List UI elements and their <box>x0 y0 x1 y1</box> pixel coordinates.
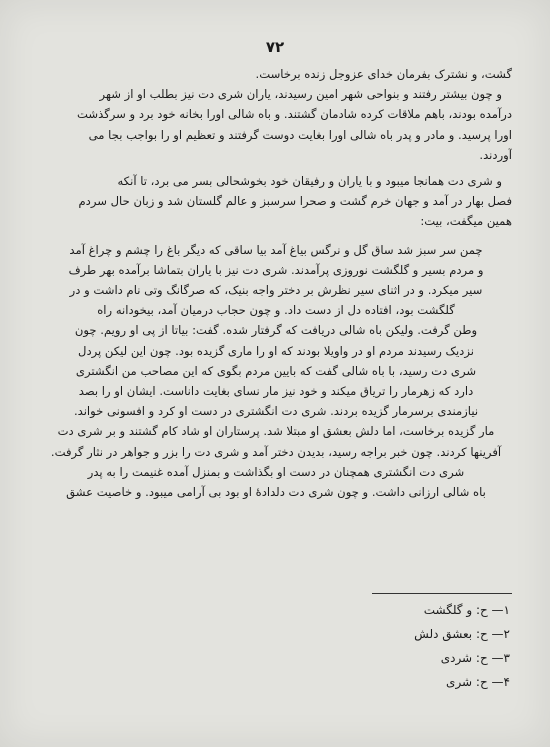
text-line: دارد که زهرمار را تریاق میکند و خود نیز مار نسای بغایت داناست. ایشان او را بصد <box>78 384 474 399</box>
text-line: و مردم بسیر و گلگشت نوروزی پرآمدند. شری دت نیز با یاران بتماشا برآمده بهر طرف <box>68 262 484 277</box>
text-line: گشت، و نشترک بفرمان خدای عزوجل زنده برخاست. <box>255 67 512 81</box>
text-line: گلگشت بود، افتاده دل از دست داد. و چون حجاب درمیان آمد، بیخودانه راه <box>97 303 455 318</box>
paragraph-1 <box>40 64 512 165</box>
text-line: باه شالی ارزانی داشت. و چون شری دت دلدادهٔ او بود بی آرامی میبود. و خاصیت عشق <box>66 485 486 500</box>
text-line: نزدیک رسیدند مردم او در واویلا بودند که او را ماری گزیده بود. چون این لیکن پردل <box>78 343 474 358</box>
paragraph-2 <box>40 171 512 232</box>
text-line: وطن گرفت. ولیکن باه شالی دریافت که گرفتار شده. گفت: بیاتا از پی او رویم. چون <box>74 323 478 338</box>
text-line: و چون بیشتر رفتند و بنواحی شهر امین رسیدند، یاران شری دت نیز بطلب او از شهر <box>99 87 502 102</box>
text-line: و شری دت همانجا میبود و با یاران و رفیقان خود بخوشحالی بسر می برد، تا آنکه <box>117 174 502 189</box>
footnotes <box>310 598 510 694</box>
footnote-3: ۳— ح: شردی <box>440 651 510 665</box>
paragraph-3 <box>40 240 512 503</box>
body-text <box>40 64 512 502</box>
footnote-divider <box>372 593 512 594</box>
text-line: آوردند. <box>479 147 512 162</box>
text-line: فصل بهار در آمد و جهان خرم گشت و صحرا سرسبز و عالم گلستان شد و زبان حال سردم <box>78 194 512 209</box>
text-line: شری دت رسید، با باه شالی گفت که بایین مردم بگوی که این مصاحب من انگشتری <box>75 363 477 378</box>
text-line: شری دت انگشتری همچنان در دست او بگذاشت و بمنزل آمده غنیمت را به پدر <box>87 464 465 479</box>
text-line: سیر میکرد. و در اثنای سیر نظرش بر دختر واجه بنیک، که صرگانگ وتی نام داشت و در <box>69 283 483 298</box>
text-line: همین میگفت، بیت: <box>420 214 512 229</box>
footnote-4: ۴— ح: شری <box>446 675 510 689</box>
text-line: اورا پرسید. و مادر و پدر باه شالی اورا بغایت دوست گرفتند و تعظیم او را بواجب بجا می <box>88 127 512 142</box>
footnote-2: ۲— ح: بعشق دلش <box>414 627 510 641</box>
text-line: درآمده بودند، باهم ملاقات کرده شادمان گشتند. و باه شالی اورا بخانه خود برد و سرگذشت <box>77 107 512 122</box>
text-line: آفرینها کردند. چون خبر براجه رسید، بدیدن دختر آمد و شری دت را بزر و جواهر در نثار گرفت. <box>50 444 502 459</box>
footnote-1: ۱— ح: و گلگشت <box>423 603 510 617</box>
text-line: نیازمندی برسرمار گزیده بردند. شری دت انگشتری در دست او کرد و افسونی خواند. <box>73 404 479 419</box>
page-number: ۷۲ <box>265 38 285 56</box>
text-line: مار گزیده برخاست، اما دلش بعشق او مبتلا شد. پرستاران او شاد کام گشتند و بر شری دت <box>57 424 495 439</box>
poem-line: چمن سر سبز شد ساق گل و نرگس بیاغ آمد بیا ساقی که دیگر باغ را چشم و چراغ آمد <box>69 242 483 257</box>
